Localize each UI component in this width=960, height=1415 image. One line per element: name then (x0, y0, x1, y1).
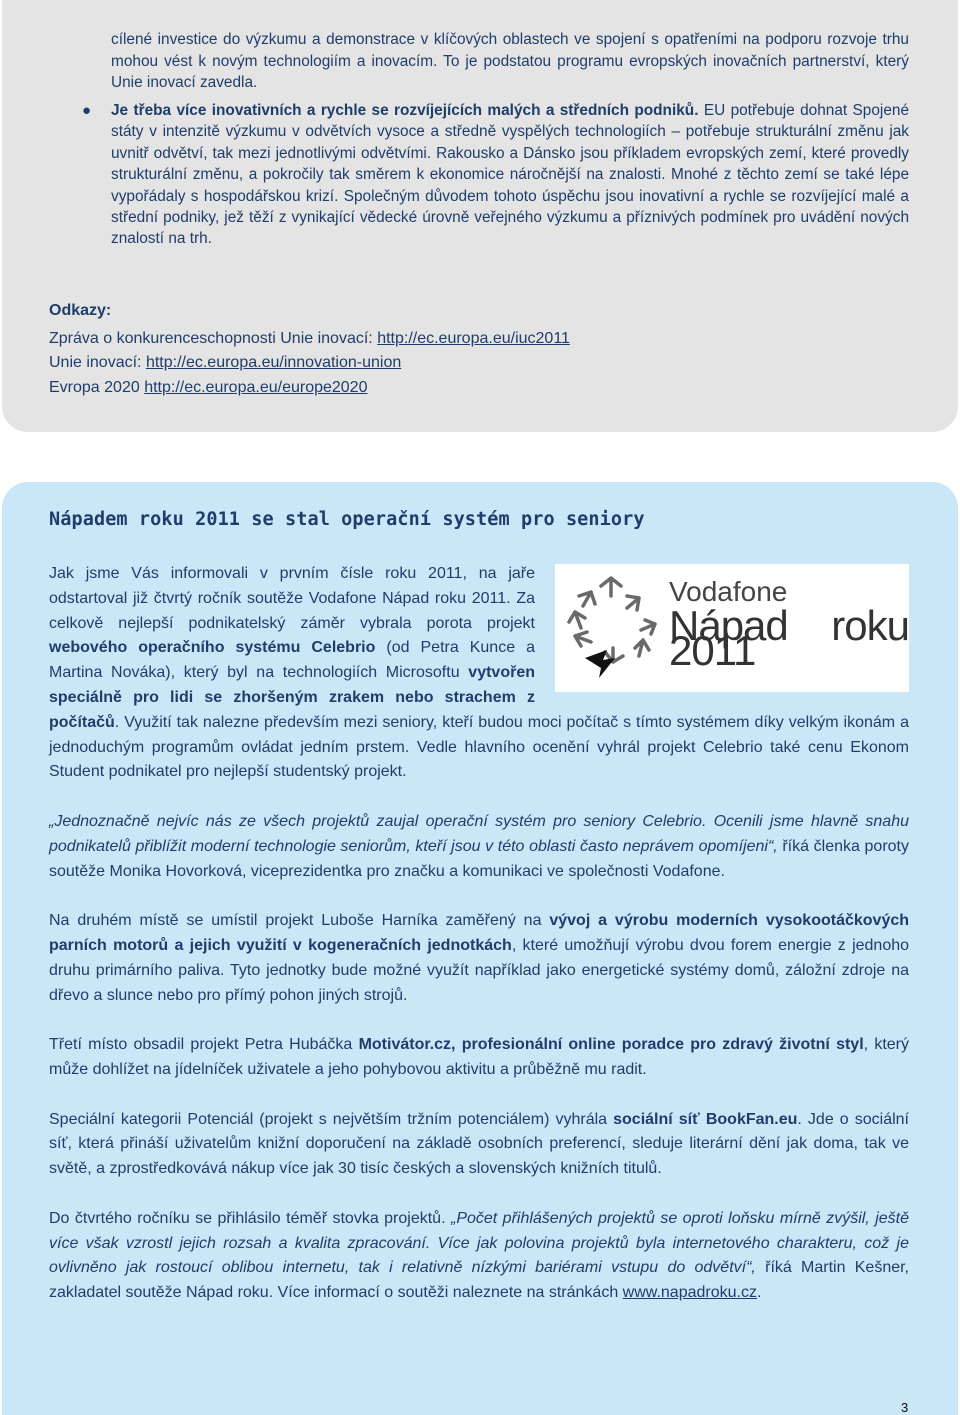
bullet-body: EU potřebuje dohnat Spojené státy v intenzitě výzkumu v odvětvích vysoce a středně vyspělých technologiích – potřebuje strukturální změnu jak uvnitř odvětví, tak mezi jednotlivými odvětvími. Rakousko a Dánsko jsou příkladem evropských zemí, které provedly strukturální změnu, a pokročily tak směrem k ekonomice náročnější na znalosti. Mnohé z těchto zemí se také lépe vypořádaly s hospodářskou krizí. Společným důvodem tohoto úspěchu jsou inovativní a rychle se rozvíjející malé a střední podniky, jež těží z vynikající vědecké úrovně veřejného výzkumu a příznivých podmínek pro uvádění nových znalostí na trh. (111, 102, 909, 248)
vodafone-napad-logo (555, 564, 909, 692)
p1-text: (od Petra Kunce a Martina Nováka), který byl na technologiích Microsoftu (49, 639, 535, 682)
p4-highlight: Motivátor.cz, profesionální online poradce pro zdravý životní styl (358, 1036, 864, 1054)
p4-text: , který může dohlížet na jídelníček uživatele a jeho pohybovou aktivitu a průběžně mu radit. (49, 1036, 910, 1078)
paragraph-6 (49, 1207, 909, 1306)
link-row (49, 327, 570, 352)
napadroku-link[interactable]: www.napadroku.cz (622, 1284, 757, 1302)
links-section (49, 299, 570, 400)
page-number: 3 (901, 1400, 909, 1415)
p1-text: . Využití tak nalezne především mezi seniory, kteří budou moci počítač s tímto systémem díky velkým ikonám a jednoduchým programům ovládat jedním prstem. Vedle hlavního ocenění vyhrál projekt Celebrio také cenu Ekonom Student podnikatel pro nejlepší studentský projekt. (49, 713, 909, 781)
intro-text: cílené investice do výzkumu a demonstrace v klíčových oblastech ve spojení s opatřeními na podporu rozvoje trhu mohou vést k novým technologiím a inovacím. To je podstatou programu evropských inovačních partnerství, který Unie inovací zavedla. (111, 31, 909, 92)
p6-text: říká Martin Kešner, zakladatel soutěže Nápad roku. Více informací o soutěži naleznete na stránkách (49, 1259, 910, 1302)
intro-paragraph (111, 14, 909, 109)
p1-highlight-seniors: vytvořen speciálně pro lidi se zhoršeným zrakem nebo strachem z počítačů (49, 664, 535, 731)
p4-text: Třetí místo obsadil projekt Petra Hubáčka (49, 1036, 359, 1054)
bullet-paragraph (111, 100, 909, 250)
bullet-heading: Je třeba více inovativních a rychle se rozvíjejících malých a středních podniků. (111, 102, 699, 119)
logo-brand: Vodafone (669, 576, 788, 607)
p1-text: Jak jsme Vás informovali v prvním čísle roku 2011, na jaře odstartoval již čtvrtý ročník soutěže Vodafone Nápad roku 2011. Za celkově nejlepší podnikatelský záměr vybrala porota projekt (49, 565, 535, 632)
paragraph-1 (49, 562, 909, 785)
article-body (49, 562, 909, 1331)
article-title: Nápadem roku 2011 se stal operační systém pro seniory (49, 509, 645, 530)
p3-text: Na druhém místě se umístil projekt Luboše Harníka zaměřený na (49, 912, 550, 930)
paragraph-3 (49, 909, 909, 1008)
founder-quote: „Počet přihlášených projektů se oproti loňsku mírně zvýšil, ještě více však vzrostl jejich rozsah a kvalita zpracování. Více jak polovina projektů byla internetového charakteru, což je ovlivněno jak rostoucí oblibou internetu, tak i relativně nízkými bariérami vstupu do odvětví“, (49, 1209, 909, 1277)
link-label: Evropa 2020 (49, 378, 145, 396)
p6-text: . (756, 1284, 762, 1302)
p5-highlight: sociální síť BookFan.eu (613, 1110, 798, 1128)
arrows-logo-icon (561, 572, 665, 684)
link-label: Unie inovací: (49, 354, 146, 371)
p3-text: , které umožňují výrobu dvou forem energie z jednoho druhu primárního paliva. Tyto jednotky bude možné využít například jako energetické systémy domů, záložní zdroje na dřevo a slunce nebo pro přímý pohon jiných strojů. (49, 936, 910, 1004)
p5-text: Speciální kategorii Potenciál (projekt s největším tržním potenciálem) vyhrála (49, 1110, 614, 1128)
p6-text: Do čtvrtého ročníku se přihlásilo téměř stovka projektů. (49, 1209, 451, 1227)
p3-highlight: vývoj a výrobu moderních vysokootáčkových parních motorů a jejich využití v kogeneračních jednotkách (49, 912, 910, 954)
link-label: Zpráva o konkurenceschopnosti Unie inovací: (49, 329, 378, 347)
p2-text: říká členka poroty soutěže Monika Hovorková, viceprezidentka pro značku a komunikaci ve společnosti Vodafone. (49, 837, 909, 880)
link-europe2020[interactable]: http://ec.europa.eu/europe2020 (144, 378, 368, 396)
logo-title: Nápad roku 2011 (669, 602, 909, 674)
link-iuc2011[interactable]: http://ec.europa.eu/iuc2011 (377, 329, 570, 347)
jury-quote: „Jednoznačně nejvíc nás ze všech projektů zaujal operační systém pro seniory Celebrio. Ocenili jsme hlavně snahu podnikatelů přiblížit moderní technologie seniorům, kteří jsou v této oblasti často neprávem opomíjeni“, (49, 812, 909, 855)
bullet-item (82, 100, 909, 250)
p1-highlight-celebrio: webového operačního systému Celebrio (49, 639, 376, 657)
cursor-arrow-icon (585, 650, 615, 678)
bullet-icon: ● (82, 102, 92, 119)
link-row (49, 351, 570, 376)
link-row (49, 376, 570, 401)
links-heading: Odkazy: (49, 302, 112, 319)
paragraph-2 (49, 810, 909, 884)
p5-text: . Jde o sociální síť, která přináší uživatelům knižní doporučení na základě osobních preferencí, sleduje literární dění jak doma, tak ve světě, a zprostředkovává nákup více jak 30 tisíc českých a slovenských knižních titulů. (49, 1110, 909, 1178)
paragraph-5 (49, 1108, 909, 1182)
link-innovation-union[interactable]: http://ec.europa.eu/innovation-union (145, 354, 402, 371)
paragraph-4 (49, 1033, 909, 1083)
